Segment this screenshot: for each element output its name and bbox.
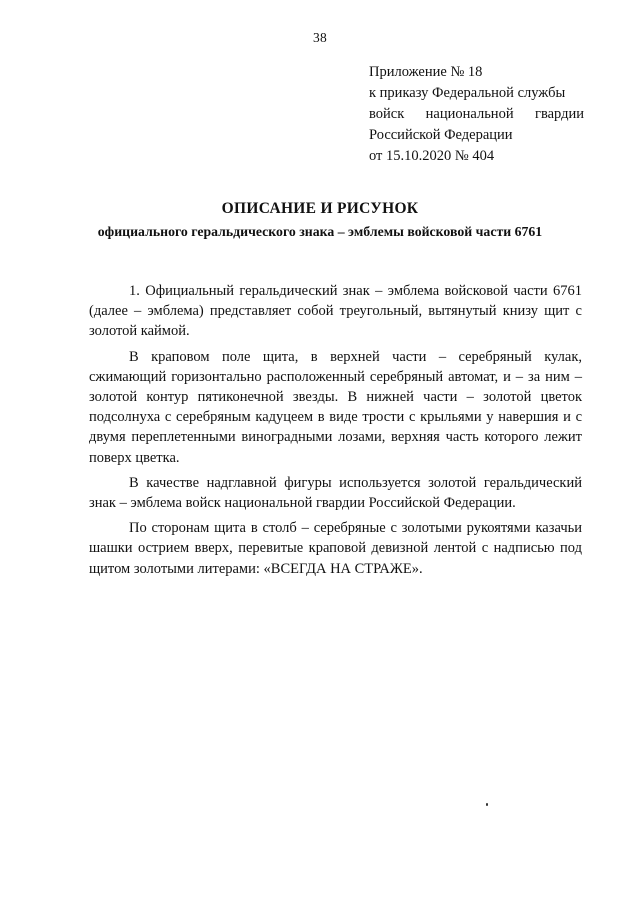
appendix-order-ref: к приказу Федеральной службы — [369, 85, 566, 101]
scan-speck — [486, 803, 488, 806]
page-number: 38 — [313, 30, 327, 45]
appendix-country: Российской Федерации — [369, 127, 513, 143]
document-body — [89, 281, 582, 584]
paragraph-field: В краповом поле щита, в верхней части – серебряный кулак, сжимающий горизонтально расположенный серебряный автомат, и – за ним – золотой контур пятиконечной звезды. В нижней части – золотой цветок подсолнуха с серебряным кадуцеем в виде трости с крыльями у навершия и с двумя переплетенными виноградными лозами, верхняя часть которого лежит поверх цветка. — [89, 348, 582, 466]
paragraph-description: 1. Официальный геральдический знак – эмблема войсковой части 6761 (далее – эмблема) представляет собой треугольный, вытянутый книзу щит с золотой каймой. — [89, 283, 582, 340]
appendix-service-name: войск национальной гвардии — [369, 106, 584, 122]
paragraph-crest-figure: В качестве надглавной фигуры используется золотой геральдический знак – эмблема войск национальной гвардии Российской Федерации. — [89, 474, 582, 512]
paragraph-supporters: По сторонам щита в столб – серебряные с золотыми рукоятями казачьи шашки острием вверх, перевитые краповой девизной лентой с надписью под щитом золотыми литерами: «ВСЕГДА НА СТРАЖЕ». — [89, 520, 582, 577]
appendix-header — [369, 62, 584, 167]
document-subtitle: официального геральдического знака – эмблемы войсковой части 6761 — [97, 224, 543, 239]
appendix-number: Приложение № 18 — [369, 64, 483, 80]
document-title: ОПИСАНИЕ И РИСУНОК — [221, 200, 419, 217]
appendix-order-date: от 15.10.2020 № 404 — [369, 148, 495, 164]
